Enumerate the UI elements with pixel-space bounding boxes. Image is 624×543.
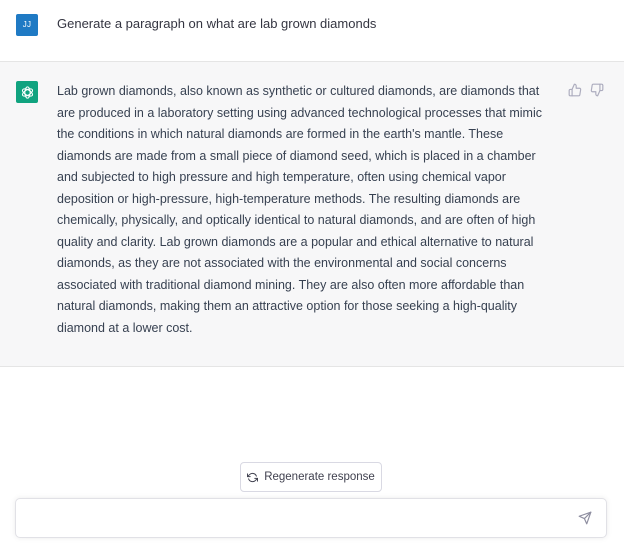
message-input[interactable] <box>28 509 568 529</box>
assistant-message-row <box>0 62 624 367</box>
assistant-message-text <box>57 81 552 339</box>
thumbs-down-icon[interactable] <box>590 83 604 97</box>
message-line: are produced in a laboratory setting using advanced technological processes that mimic <box>57 105 542 120</box>
message-line: the conditions in which natural diamonds are formed in the earth's mantle. These <box>57 127 504 141</box>
feedback-buttons <box>568 83 604 97</box>
message-line: associated with traditional diamond mining. They are also often more affordable than <box>57 277 525 292</box>
thumbs-up-icon[interactable] <box>568 83 582 97</box>
openai-logo-icon <box>16 81 38 103</box>
message-line: Lab grown diamonds, also known as synthetic or cultured diamonds, are diamonds that <box>57 84 540 98</box>
message-line: diamonds, as they are not associated with the environmental and social concerns <box>57 256 507 270</box>
user-message-text: Generate a paragraph on what are lab grown diamonds <box>57 16 377 31</box>
message-line: deposition or high-pressure, high-temperature methods. The resulting diamonds are <box>57 191 521 206</box>
message-line: chemically, physically, and optically identical to natural diamonds, and are often of high <box>57 213 536 227</box>
user-avatar: JJ <box>16 14 38 36</box>
user-message-row <box>0 0 624 62</box>
message-line: and subjected to high pressure and high temperature, often using chemical vapor <box>57 170 506 184</box>
send-icon[interactable] <box>578 511 594 527</box>
refresh-icon <box>247 472 258 483</box>
message-line: diamonds are made from a small piece of diamond seed, which is placed in a chamber <box>57 148 536 163</box>
message-composer <box>15 498 607 538</box>
regenerate-response-button[interactable] <box>240 462 382 492</box>
message-line: quality and clarity. Lab grown diamonds are a popular and ethical alternative to natural <box>57 234 534 249</box>
regenerate-label: Regenerate response <box>264 471 375 483</box>
message-line: diamond at a lower cost. <box>57 320 193 335</box>
message-line: natural diamonds, making them an attractive option for those seeking a high-quality <box>57 299 517 313</box>
